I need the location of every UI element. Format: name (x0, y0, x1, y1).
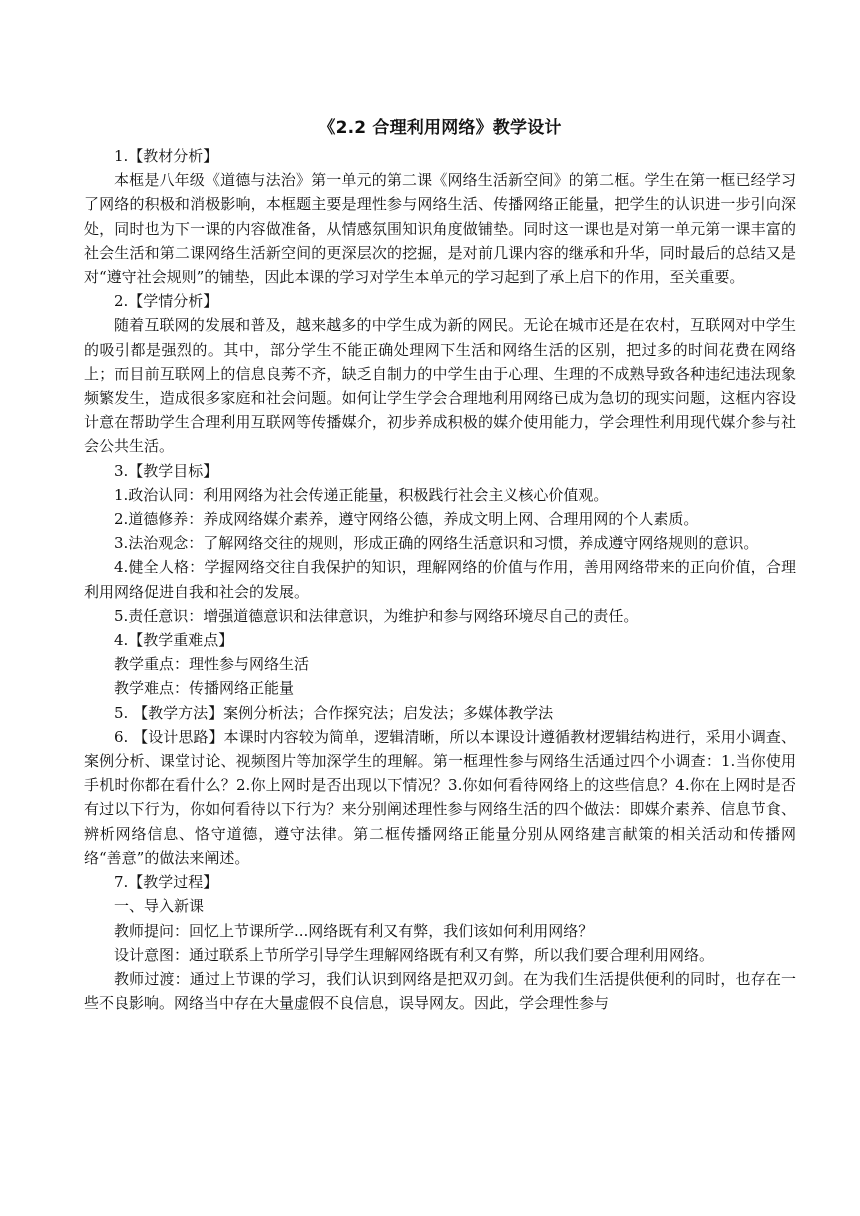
body-paragraph: 一、导入新课 (114, 897, 205, 916)
body-paragraph: 设计意图：通过联系上节所学引导学生理解网络既有利又有弊，所以我们要合理利用网络。 (114, 945, 715, 964)
document-page (84, 113, 796, 1015)
section-heading: 7.【教学过程】 (114, 873, 219, 892)
body-paragraph: 4.健全人格：学握网络交往自我保护的知识，理解网络的价值与作用，善用网络带来的正向价值，合理利用网络促进自我和社会的发展。 (84, 558, 796, 601)
body-paragraph: 2.道德修养：养成网络媒介素养，遵守网络公德，养成文明上网、合理用网的个人素质。 (114, 510, 699, 529)
body-paragraph: 教学难点：传播网络正能量 (114, 679, 295, 698)
body-paragraph: 5.责任意识：增强道德意识和法律意识，为维护和参与网络环境尽自己的责任。 (114, 606, 639, 625)
document-body (84, 144, 796, 1015)
body-paragraph: 3.法治观念：了解网络交往的规则，形成正确的网络生活意识和习惯，养成遵守网络规则的意识。 (114, 534, 759, 553)
document-title: 《2.2 合理利用网络》教学设计 (318, 118, 562, 138)
body-paragraph: 教师提问：回忆上节课所学...网络既有利又有弊，我们该如何利用网络？ (114, 921, 594, 940)
body-paragraph: 本框是八年级《道德与法治》第一单元的第二课《网络生活新空间》的第二框。学生在第一框已经学习了网络的积极和消极影响，本框题主要是理性参与网络生活、传播网络正能量，把学生的认识进一步引向深处，同时也为下一课的内容做准备，从情感氛围知识角度做铺垫。同时这一课也是对第一单元第一课丰富的社会生活和第二课网络生活新空间的更深层次的挖掘，是对前几课内容的继承和升华，同时最后的总结又是对“遵守社会规则”的铺垫，因此本课的学习对学生本单元的学习起到了承上启下的作用，至关重要。 (84, 171, 796, 287)
section-heading: 1.【教材分析】 (114, 147, 219, 165)
section-heading: 4.【教学重难点】 (114, 631, 234, 650)
body-paragraph: 随着互联网的发展和普及，越来越多的中学生成为新的网民。无论在城市还是在农村，互联网对中学生的吸引都是强烈的。其中，部分学生不能正确处理网下生活和网络生活的区别，把过多的时间花费在网络上；而目前互联网上的信息良莠不齐，缺乏自制力的中学生由于心理、生理的不成熟导致各种违纪违法现象频繁发生，造成很多家庭和社会问题。如何让学生学会合理地利用网络已成为急切的现实问题，这框内容设计意在帮助学生合理利用互联网等传播媒介，初步养成积极的媒介使用能力，学会理性利用现代媒介参与社会公共生活。 (84, 316, 796, 456)
body-paragraph: 1.政治认同：利用网络为社会传递正能量，积极践行社会主义核心价值观。 (114, 485, 609, 504)
section-heading: 2.【学情分析】 (114, 292, 219, 311)
body-paragraph: 教师过渡：通过上节课的学习，我们认识到网络是把双刃剑。在为我们生活提供便利的同时，也存在一些不良影响。网络当中存在大量虚假不良信息，误导网友。因此，学会理性参与 (84, 969, 796, 1013)
body-paragraph: 教学重点：理性参与网络生活 (114, 655, 310, 674)
body-paragraph: 6. 【设计思路】本课时内容较为简单，逻辑清晰，所以本课设计遵循教材逻辑结构进行，采用小调查、案例分析、课堂讨论、视频图片等加深学生的理解。第一框理性参与网络生活通过四个小调查：1.当你使用手机时你都在看什么？2.你上网时是否出现以下情况？3.你如何看待网络上的这些信息？4.你在上网时是否有过以下行为，你如何看待以下行为？来分别阐述理性参与网络生活的四个做法：即媒介素养、信息节食、辨析网络信息、恪守道德，遵守法律。第二框传播网络正能量分别从网络建言献策的相关活动和传播网络“善意”的做法来阐述。 (84, 727, 796, 867)
section-heading: 3.【教学目标】 (114, 461, 219, 480)
body-paragraph: 5. 【教学方法】案例分析法；合作探究法；启发法；多媒体教学法 (114, 703, 554, 722)
